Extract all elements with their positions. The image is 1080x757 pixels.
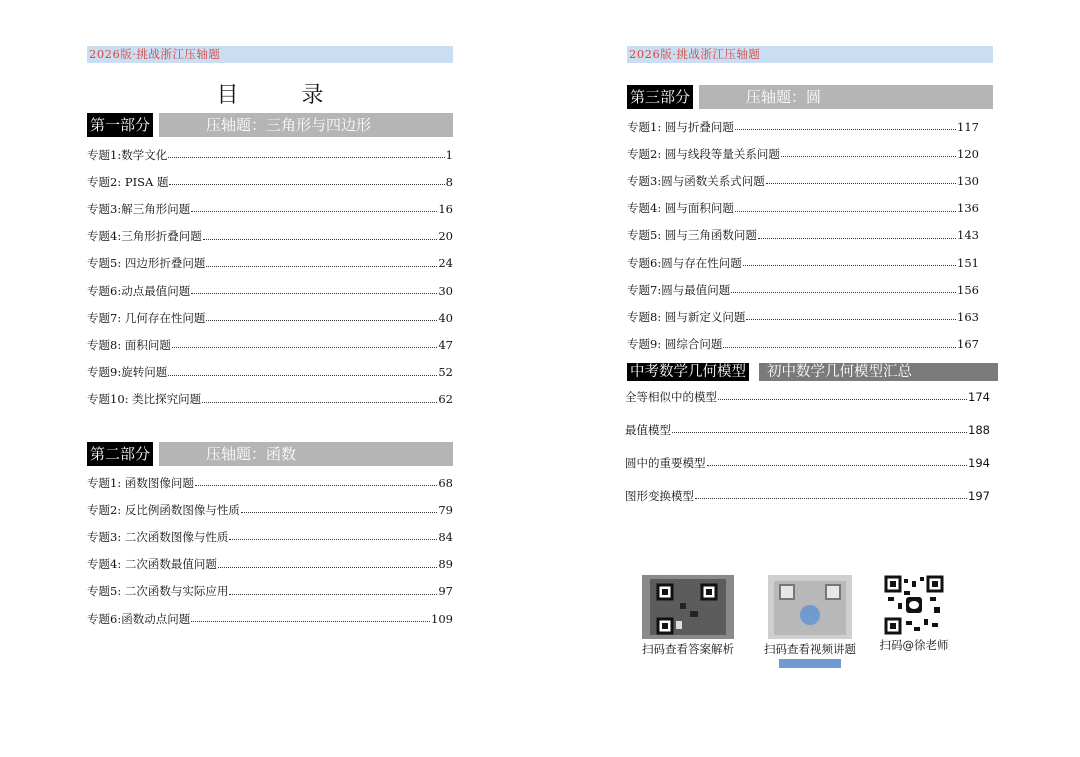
toc-entry[interactable] [627,113,979,140]
toc-entry-label: 专题2: 反比例函数图像与性质 [87,502,240,517]
dot-leader [766,183,956,184]
dot-leader [781,156,956,157]
toc-entry[interactable] [627,249,979,276]
dot-leader [672,432,967,433]
toc-entry-page: 20 [438,229,453,244]
toc-entry-page: 136 [957,201,979,216]
toc-entry-label: 最值模型 [625,422,671,437]
toc-entry[interactable] [87,277,453,304]
toc-entry[interactable] [625,380,990,413]
dot-leader [718,399,967,400]
toc-entry-page: 30 [438,283,453,298]
toc-entry-label: 全等相似中的模型 [625,389,717,404]
toc-entry-page: 8 [445,174,453,189]
qr-wechat[interactable] [876,575,952,653]
toc-entry-label: 专题5: 二次函数与实际应用 [87,584,229,599]
toc-entry-label: 专题4: 圆与面积问题 [627,201,734,216]
toc-entry-label: 专题1: 函数图像问题 [87,475,194,490]
toc-entry[interactable] [87,386,453,413]
section-part1-header [87,113,453,137]
qr-answers[interactable] [632,575,744,657]
toc-entry[interactable] [627,195,979,222]
dot-leader [731,292,956,293]
dot-leader [723,347,956,348]
dot-leader [168,375,437,376]
toc-list-models [625,380,990,512]
toc-entry-page: 117 [957,119,979,134]
toc-entry-label: 专题3:解三角形问题 [87,201,191,216]
wechat-qr-icon[interactable] [884,575,944,635]
toc-entry-page: 143 [957,228,979,243]
toc-entry-label: 专题3:圆与函数关系式问题 [627,173,765,188]
toc-entry[interactable] [87,304,453,331]
toc-entry-label: 专题7:圆与最值问题 [627,282,731,297]
dot-leader [191,293,437,294]
toc-entry-page: 109 [431,611,453,626]
qr-caption: 扫码查看视频讲题 [764,642,856,656]
section-models-header [627,363,998,381]
toc-list-part2 [87,469,453,632]
toc-title: 目 录 [216,83,352,108]
toc-entry-label: 专题5: 圆与三角函数问题 [627,228,757,243]
section-title: 压轴题：三角形与四边形 [159,113,453,137]
toc-entry[interactable] [87,578,453,605]
toc-entry-label: 图形变换模型 [625,488,694,503]
toc-entry[interactable] [627,140,979,167]
toc-entry-page: 174 [968,389,990,404]
toc-entry-page: 89 [438,557,453,572]
qr-code-icon[interactable] [636,575,740,639]
qr-video[interactable] [754,575,866,668]
right-page [540,0,1080,757]
toc-entry-page: 84 [438,529,453,544]
toc-entry-label: 圆中的重要模型 [625,455,706,470]
toc-list-part3 [627,113,979,358]
dot-leader [191,621,430,622]
toc-entry-page: 62 [438,392,453,407]
toc-entry[interactable] [87,359,453,386]
toc-entry[interactable] [87,168,453,195]
dot-leader [206,320,437,321]
dot-leader [172,347,438,348]
qr-caption: 扫码@徐老师 [879,638,949,652]
toc-entry-label: 专题7: 几何存在性问题 [87,310,206,325]
toc-entry-page: 120 [957,146,979,161]
dot-leader [218,567,438,568]
toc-entry-label: 专题9:旋转问题 [87,365,168,380]
toc-entry-page: 188 [968,422,990,437]
toc-entry[interactable] [87,331,453,358]
toc-entry-label: 专题5: 四边形折叠问题 [87,256,206,271]
toc-entry[interactable] [627,276,979,303]
dot-leader [203,239,438,240]
dot-leader [758,238,956,239]
toc-entry[interactable] [87,223,453,250]
section-part3-header [627,85,993,109]
page-header: 2026版·挑战浙江压轴题 [87,46,453,63]
toc-entry-label: 专题4:三角形折叠问题 [87,229,202,244]
toc-entry[interactable] [625,479,990,512]
toc-entry[interactable] [87,141,453,168]
dot-leader [695,498,967,499]
toc-entry-page: 24 [438,256,453,271]
toc-entry[interactable] [87,605,453,632]
toc-entry[interactable] [87,551,453,578]
dot-leader [229,539,437,540]
dot-leader [735,129,956,130]
dot-leader [206,266,437,267]
toc-entry-page: 16 [438,201,453,216]
toc-entry-label: 专题4: 二次函数最值问题 [87,557,217,572]
section-label: 第一部分 [87,113,153,137]
section-title: 压轴题：圆 [699,85,993,109]
video-logo-strip [779,659,841,668]
toc-entry-label: 专题1:数学文化 [87,147,168,162]
toc-entry-label: 专题9: 圆综合问题 [627,337,723,352]
section-label: 中考数学几何模型 [627,363,749,381]
section-title: 初中数学几何模型汇总 [759,363,998,381]
toc-entry-label: 专题1: 圆与折叠问题 [627,119,734,134]
toc-entry-page: 151 [957,255,979,270]
qr-code-icon [636,575,740,639]
toc-entry-page: 194 [968,455,990,470]
toc-entry-label: 专题6:动点最值问题 [87,283,191,298]
toc-entry-page: 97 [438,584,453,599]
dot-leader [168,157,444,158]
toc-list-part1 [87,141,453,413]
dot-leader [202,402,437,403]
toc-entry-page: 47 [438,337,453,352]
toc-entry-page: 197 [968,488,990,503]
toc-entry-page: 79 [438,502,453,517]
toc-entry[interactable] [625,413,990,446]
toc-entry[interactable] [625,446,990,479]
dot-leader [229,594,437,595]
dot-leader [746,319,956,320]
dot-leader [743,265,956,266]
qr-code-icon[interactable] [764,575,856,639]
section-part2-header [87,442,453,466]
wechat-qr-icon [884,575,944,635]
toc-entry-page: 163 [957,309,979,324]
toc-entry-page: 1 [445,147,453,162]
toc-entry[interactable] [87,250,453,277]
toc-entry-label: 专题2: PISA 题 [87,174,169,189]
toc-entry[interactable] [627,303,979,330]
dot-leader [195,485,438,486]
section-title: 压轴题：函数 [159,442,453,466]
dot-leader [735,211,956,212]
section-label: 第二部分 [87,442,153,466]
page-header: 2026版·挑战浙江压轴题 [627,46,993,63]
toc-entry-label: 专题6:函数动点问题 [87,611,191,626]
dot-leader [191,211,437,212]
section-label: 第三部分 [627,85,693,109]
toc-entry-label: 专题2: 圆与线段等量关系问题 [627,146,780,161]
toc-entry-label: 专题10: 类比探究问题 [87,392,202,407]
toc-entry-page: 40 [438,310,453,325]
dot-leader [169,184,444,185]
toc-entry-label: 专题8: 圆与新定义问题 [627,309,746,324]
qr-code-icon [764,575,856,639]
toc-entry-page: 68 [438,475,453,490]
dot-leader [707,465,968,466]
toc-entry-label: 专题8: 面积问题 [87,337,171,352]
toc-entry[interactable] [627,167,979,194]
toc-entry-label: 专题6:圆与存在性问题 [627,255,742,270]
toc-entry[interactable] [627,222,979,249]
toc-entry[interactable] [87,195,453,222]
toc-entry-page: 167 [957,337,979,352]
toc-entry-page: 130 [957,173,979,188]
toc-entry[interactable] [87,469,453,496]
toc-entry[interactable] [87,496,453,523]
qr-caption: 扫码查看答案解析 [642,642,734,656]
dot-leader [241,512,438,513]
toc-entry[interactable] [87,523,453,550]
toc-entry[interactable] [627,331,979,358]
toc-entry-page: 52 [438,365,453,380]
toc-entry-page: 156 [957,282,979,297]
toc-entry-label: 专题3: 二次函数图像与性质 [87,529,229,544]
